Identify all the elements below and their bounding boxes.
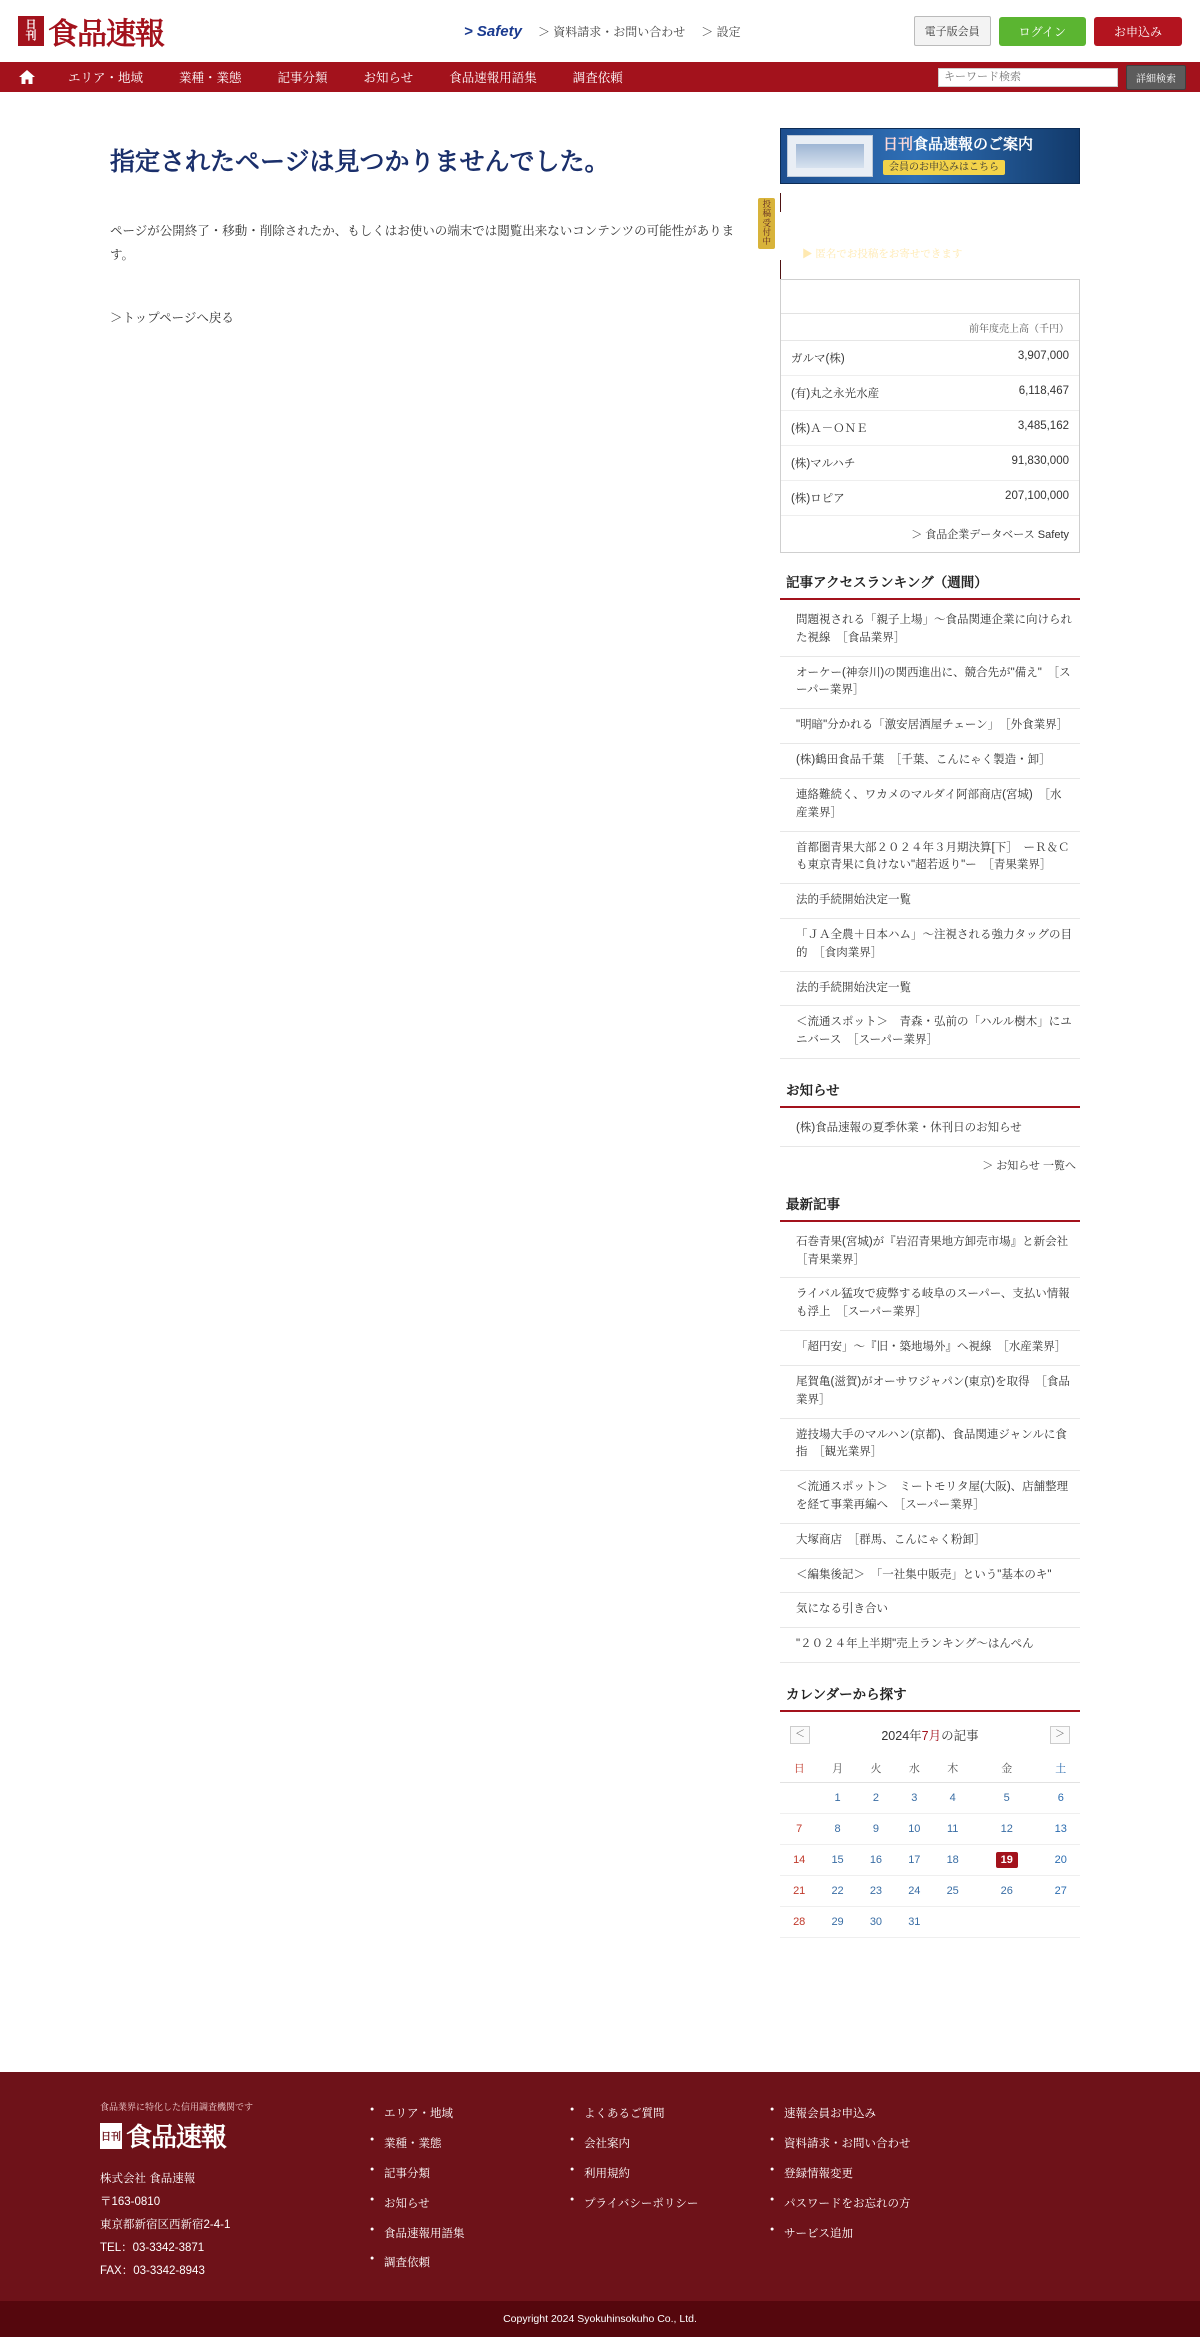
weekday-sat: 土 — [1042, 1754, 1080, 1783]
footer-link-forgot-password[interactable] — [770, 2190, 970, 2220]
footer-link-faq[interactable] — [570, 2100, 730, 2130]
company-name: (株)Ａ－ＯＮＥ — [791, 423, 868, 435]
footer-link-label[interactable]: 調査依頼 — [384, 2257, 430, 2270]
footer-link-update-info[interactable] — [770, 2160, 970, 2190]
notice-section — [780, 1079, 1080, 1173]
site-logo[interactable] — [18, 9, 164, 53]
company-database-header — [781, 280, 1079, 314]
list-item[interactable] — [780, 832, 1080, 885]
article-link[interactable]: ＜流通スポット＞ 青森・弘前の「ハルル樹木」にユニバース ［スーパー業界］ — [796, 1016, 1072, 1047]
list-item[interactable] — [780, 1331, 1080, 1366]
calendar-day[interactable]: 10 — [895, 1814, 933, 1845]
company-sales: 6,118,467 — [1018, 385, 1069, 397]
calendar-day[interactable]: 16 — [857, 1845, 895, 1876]
article-link[interactable]: 法的手続開始決定一覧 — [796, 894, 911, 907]
article-link[interactable]: (株)鶴田食品千葉 ［千葉、こんにゃく製造・卸］ — [796, 754, 1051, 767]
footer-logo-text: 食品速報 — [126, 2123, 227, 2153]
weekday-fri: 金 — [972, 1754, 1042, 1783]
footer-link-label[interactable]: エリア・地域 — [384, 2108, 453, 2120]
article-link[interactable]: 問題視される「親子上場」〜食品関連企業に向けられた視線 ［食品業界］ — [796, 614, 1072, 644]
company-name: (有)丸之永光水産 — [791, 388, 880, 400]
article-link[interactable]: 尾賀亀(滋賀)がオーサワジャパン(東京)を取得 ［食品業界］ — [796, 1375, 1070, 1406]
weekday-wed: 水 — [895, 1754, 933, 1783]
article-link[interactable]: 遊技場大手のマルハン(京都)、食品関連ジャンルに食指 ［観光業界］ — [796, 1428, 1067, 1459]
latest-articles-title: 最新記事 — [780, 1193, 1080, 1222]
calendar-day[interactable]: 1 — [818, 1783, 856, 1814]
access-ranking-title: 記事アクセスランキング（週間） — [780, 571, 1080, 600]
calendar-day[interactable]: 14 — [780, 1845, 818, 1876]
access-ranking-section — [780, 571, 1080, 1059]
footer-fax: FAX：03-3342-8943 — [100, 2265, 205, 2277]
company-sales: 91,830,000 — [1011, 455, 1069, 467]
calendar-day[interactable]: 9 — [857, 1814, 895, 1845]
calendar-day[interactable]: 21 — [780, 1876, 818, 1907]
banner1-title: 食品速報 — [913, 136, 974, 154]
notice-title: お知らせ — [780, 1079, 1080, 1108]
footer-link-label[interactable]: よくあるご質問 — [584, 2108, 665, 2120]
sidebar — [762, 122, 1080, 2042]
calendar-day[interactable] — [780, 1783, 818, 1814]
footer-link-survey[interactable] — [370, 2249, 530, 2279]
footer-address: 東京都新宿区西新宿2-4-1 — [100, 2219, 231, 2231]
header-link-group — [464, 23, 741, 40]
table-row[interactable] — [781, 446, 1079, 481]
list-item[interactable] — [780, 1112, 1080, 1147]
site-footer — [0, 2072, 1200, 2301]
nav-item-area[interactable]: エリア・地域 — [68, 71, 144, 85]
nav-item-glossary[interactable]: 食品速報用語集 — [449, 71, 537, 85]
calendar-day[interactable]: 29 — [818, 1907, 856, 1938]
list-item[interactable] — [780, 1006, 1080, 1059]
footer-link-industry[interactable] — [370, 2130, 530, 2160]
footer-link-contact[interactable] — [770, 2130, 970, 2160]
calendar-day[interactable]: 20 — [1042, 1845, 1080, 1876]
calendar-section — [780, 1683, 1080, 1938]
table-row[interactable] — [781, 341, 1079, 376]
article-link[interactable]: 首都圏青果大部２０２４年３月期決算[下］ ーＲ＆Ｃも東京青果に負けない"超若返り"ー ［青果業界］ — [796, 841, 1070, 872]
nav-item-category[interactable]: 記事分類 — [277, 71, 328, 85]
calendar-day[interactable]: 28 — [780, 1907, 818, 1938]
access-ranking-list — [780, 604, 1080, 1059]
header-actions — [914, 16, 1182, 46]
banner-membership-image — [787, 135, 873, 177]
banner2-sub: ▶ 匿名でお投稿をお寄せできます — [802, 248, 963, 260]
footer-link-label[interactable]: 速報会員お申込み — [784, 2108, 876, 2120]
footer-link-glossary[interactable] — [370, 2220, 530, 2250]
banner2-badge-line2: 受付中 — [762, 217, 771, 247]
calendar-day[interactable]: 27 — [1042, 1876, 1080, 1907]
calendar-day[interactable]: 3 — [895, 1783, 933, 1814]
footer-address-block — [100, 2168, 330, 2283]
calendar-month-label — [881, 1726, 978, 1744]
calendar-day[interactable]: 13 — [1042, 1814, 1080, 1845]
calendar-day[interactable] — [1042, 1907, 1080, 1938]
calendar-day[interactable]: 26 — [972, 1876, 1042, 1907]
calendar-day[interactable]: 5 — [972, 1783, 1042, 1814]
list-item[interactable] — [780, 709, 1080, 744]
article-link[interactable]: ＜編集後記＞ 「一社集中販売」という"基本のキ" — [796, 1568, 1052, 1581]
calendar-day[interactable]: 23 — [857, 1876, 895, 1907]
footer-tel: TEL：03-3342-3871 — [100, 2242, 205, 2254]
article-link[interactable]: 「ＪＡ全農＋日本ハム」〜注視される強力タッグの目的 ［食肉業界］ — [796, 928, 1072, 959]
primary-nav — [0, 62, 1200, 92]
nav-item-industry[interactable]: 業種・業態 — [179, 71, 242, 85]
article-link[interactable]: 「超円安」〜『旧・築地場外』へ視線 ［水産業界］ — [796, 1341, 1067, 1354]
footer-logo[interactable] — [100, 2117, 330, 2154]
list-item[interactable] — [780, 1471, 1080, 1524]
site-header — [0, 0, 1200, 62]
article-link[interactable]: ライバル猛攻で疲弊する岐阜のスーパー、支払い情報も浮上 ［スーパー業界］ — [796, 1288, 1070, 1319]
calendar-day[interactable] — [934, 1907, 972, 1938]
logo-mark — [18, 16, 44, 46]
calendar-day-today[interactable] — [972, 1845, 1042, 1876]
latest-articles-section — [780, 1193, 1080, 1663]
calendar-day[interactable] — [972, 1907, 1042, 1938]
list-item[interactable] — [780, 1559, 1080, 1594]
home-icon[interactable] — [14, 70, 40, 84]
footer-tagline: 食品業界に特化した信用調査機関です — [100, 2102, 254, 2112]
calendar-day[interactable]: 8 — [818, 1814, 856, 1845]
banner2-badge — [758, 198, 775, 249]
calendar-next-button[interactable]: ＞ — [1050, 1726, 1070, 1744]
footer-link-label[interactable]: 業種・業態 — [384, 2137, 442, 2150]
weekday-tue: 火 — [857, 1754, 895, 1783]
footer-link-category[interactable] — [370, 2160, 530, 2190]
footer-link-add-service[interactable] — [770, 2220, 970, 2250]
detail-search-button[interactable]: 詳細検索 — [1126, 65, 1186, 90]
footer-link-label[interactable]: 資料請求・お問い合わせ — [784, 2137, 911, 2150]
calendar-header — [780, 1716, 1080, 1754]
login-button[interactable]: ログイン — [999, 17, 1086, 46]
calendar-day[interactable]: 11 — [934, 1814, 972, 1845]
footer-link-notice[interactable] — [370, 2190, 530, 2220]
calendar-week-row — [780, 1845, 1080, 1876]
footer-link-label[interactable]: プライバシーポリシー — [584, 2197, 699, 2210]
footer-company-name: 株式会社 食品速報 — [100, 2173, 196, 2185]
footer-link-terms[interactable] — [570, 2160, 730, 2190]
table-row[interactable] — [781, 411, 1079, 446]
company-database-box — [780, 279, 1080, 553]
article-link[interactable]: 連絡難続く、ワカメのマルダイ阿部商店(宮城) ［水産業界］ — [796, 788, 1062, 819]
list-item[interactable] — [780, 884, 1080, 919]
calendar-prev-button[interactable]: ＜ — [790, 1726, 810, 1744]
banner1-prefix: 日刊 — [883, 136, 914, 154]
calendar-week-row — [780, 1814, 1080, 1845]
list-item[interactable] — [780, 972, 1080, 1007]
list-item[interactable] — [780, 604, 1080, 657]
footer-link-label[interactable]: 記事分類 — [384, 2167, 430, 2180]
table-row[interactable] — [781, 376, 1079, 411]
banner-membership-text — [873, 135, 1079, 177]
footer-postal: 〒163-0810 — [100, 2196, 161, 2208]
calendar-day[interactable]: 24 — [895, 1876, 933, 1907]
footer-link-about[interactable] — [570, 2130, 730, 2160]
article-link[interactable]: 法的手続開始決定一覧 — [796, 981, 911, 994]
notice-link[interactable]: (株)食品速報の夏季休業・休刊日のお知らせ — [796, 1122, 1022, 1134]
footer-link-label[interactable]: 食品速報用語集 — [384, 2227, 465, 2240]
calendar-day[interactable]: 18 — [934, 1845, 972, 1876]
calendar-day[interactable]: 12 — [972, 1814, 1042, 1845]
article-link[interactable]: ＜流通スポット＞ ミートモリタ屋(大阪)、店舗整理を経て事業再編へ ［スーパー業界］ — [796, 1481, 1069, 1511]
calendar-day[interactable]: 25 — [934, 1876, 972, 1907]
company-database-link[interactable]: ＞ 食品企業データベース Safety — [911, 529, 1069, 541]
latest-articles-list — [780, 1226, 1080, 1663]
list-item[interactable] — [780, 779, 1080, 832]
list-item[interactable] — [780, 1226, 1080, 1279]
calendar-month: 7月 — [921, 1729, 942, 1743]
banner2-title: 情報提供 調査依頼 — [790, 221, 925, 237]
back-to-top-link[interactable]: ＞トップページへ戻る — [110, 310, 234, 325]
calendar-table — [780, 1754, 1080, 1938]
footer-nav-column-3 — [770, 2100, 970, 2283]
nav-search-group — [938, 65, 1186, 90]
calendar-suffix: の記事 — [941, 1729, 979, 1743]
banner-membership[interactable] — [780, 128, 1080, 184]
article-link[interactable]: 石巻青果(宮城)が『岩沼青果地方卸売市場』と新会社 ［青果業界］ — [796, 1235, 1080, 1266]
calendar-today-value: 19 — [996, 1852, 1018, 1868]
calendar-day[interactable]: 6 — [1042, 1783, 1080, 1814]
footer-link-privacy[interactable] — [570, 2190, 730, 2220]
calendar-week-row — [780, 1783, 1080, 1814]
list-item[interactable] — [780, 1366, 1080, 1419]
calendar-day[interactable]: 22 — [818, 1876, 856, 1907]
list-item[interactable] — [780, 919, 1080, 972]
footer-columns — [0, 2100, 1200, 2283]
safety-link[interactable]: > Safety — [464, 22, 522, 40]
banner2-badge-line1: 投稿 — [762, 199, 771, 219]
company-sales: 207,100,000 — [1005, 490, 1069, 502]
footer-nav-column-2 — [570, 2100, 730, 2283]
banner-info-request[interactable] — [762, 193, 1080, 279]
calendar-day[interactable]: 7 — [780, 1814, 818, 1845]
list-item[interactable] — [780, 1419, 1080, 1472]
company-sales: 3,907,000 — [1017, 350, 1069, 362]
footer-logo-mark — [100, 2123, 122, 2149]
article-link[interactable]: "明暗"分かれる「激安居酒屋チェーン」 ［外食業界］ — [796, 719, 1069, 732]
calendar-week-row — [780, 1876, 1080, 1907]
calendar-day[interactable]: 15 — [818, 1845, 856, 1876]
calendar-week-row — [780, 1907, 1080, 1938]
company-database-note: 前年度売上高（千円） — [781, 314, 1079, 341]
list-item[interactable] — [780, 1278, 1080, 1331]
footer-logo-mark-text: 日刊 — [101, 2132, 121, 2143]
footer-company-column — [100, 2100, 330, 2283]
calendar-year: 2024年 — [881, 1729, 922, 1743]
calendar-day[interactable]: 4 — [934, 1783, 972, 1814]
footer-link-label[interactable]: パスワードをお忘れの方 — [784, 2197, 911, 2210]
footer-link-area[interactable] — [370, 2100, 530, 2130]
table-row[interactable] — [781, 481, 1079, 516]
contact-link[interactable]: ＞ 資料請求・お問い合わせ — [537, 24, 686, 39]
footer-link-label[interactable]: お知らせ — [384, 2197, 430, 2210]
footer-link-label[interactable]: 利用規約 — [584, 2167, 630, 2180]
search-input[interactable] — [938, 68, 1118, 87]
notice-list — [780, 1112, 1080, 1147]
weekday-thu: 木 — [934, 1754, 972, 1783]
error-description: ページが公開終了・移動・削除されたか、もしくはお使いの端末では閲覧出来ないコンテンツの可能性があります。 — [110, 224, 735, 262]
calendar-weekday-row — [780, 1754, 1080, 1783]
calendar-day[interactable]: 17 — [895, 1845, 933, 1876]
footer-link-label[interactable]: 登録情報変更 — [784, 2167, 853, 2180]
apply-button[interactable]: お申込み — [1094, 17, 1182, 46]
list-item[interactable] — [780, 1593, 1080, 1628]
settings-link[interactable]: ＞ 設定 — [701, 24, 741, 39]
list-item[interactable] — [780, 744, 1080, 779]
weekday-mon: 月 — [818, 1754, 856, 1783]
page-body — [0, 92, 1200, 2042]
article-link[interactable]: 大塚商店 ［群馬、こんにゃく粉卸］ — [796, 1533, 986, 1546]
footer-nav-column-1 — [370, 2100, 530, 2283]
footer-link-label[interactable]: 会社案内 — [584, 2137, 630, 2150]
list-item[interactable] — [780, 1628, 1080, 1663]
notice-more-link[interactable]: ＞ お知らせ 一覧へ — [982, 1159, 1076, 1172]
article-link[interactable]: 気になる引き合い — [796, 1603, 888, 1616]
calendar-day[interactable]: 30 — [857, 1907, 895, 1938]
footer-link-label[interactable]: サービス追加 — [784, 2227, 853, 2240]
copyright-bar: Copyright 2024 Syokuhinsokuho Co., Ltd. — [0, 2301, 1200, 2337]
calendar-day[interactable]: 31 — [895, 1907, 933, 1938]
company-name: (株)マルハチ — [791, 458, 856, 470]
logo-text: 食品速報 — [48, 17, 164, 52]
nav-item-notice[interactable]: お知らせ — [363, 71, 414, 85]
company-name: (株)ロピア — [791, 493, 845, 505]
nav-item-survey[interactable]: 調査依頼 — [572, 71, 623, 85]
main-content — [0, 122, 780, 2042]
page-title: 指定されたページは見つかりませんでした。 — [110, 148, 610, 176]
company-name: ガルマ(株) — [791, 353, 845, 365]
article-link[interactable]: "２０２４年上半期"売上ランキング〜はんぺん — [796, 1638, 1034, 1651]
article-link[interactable]: オーケー(神奈川)の関西進出に、競合先が"備え" ［スーパー業界］ — [796, 666, 1071, 697]
ebook-member-label: 電子版会員 — [914, 16, 991, 46]
list-item[interactable] — [780, 1524, 1080, 1559]
weekday-sun: 日 — [780, 1754, 818, 1783]
footer-link-membership[interactable] — [770, 2100, 970, 2130]
banner1-sub: 会員のお申込みはこちら — [883, 160, 1005, 175]
list-item[interactable] — [780, 657, 1080, 710]
logo-mark-text: 日刊 — [25, 19, 37, 42]
company-sales: 3,485,162 — [1017, 420, 1069, 432]
banner1-suffix: のご案内 — [973, 136, 1034, 154]
calendar-day[interactable]: 2 — [857, 1783, 895, 1814]
calendar-title: カレンダーから探す — [780, 1683, 1080, 1712]
